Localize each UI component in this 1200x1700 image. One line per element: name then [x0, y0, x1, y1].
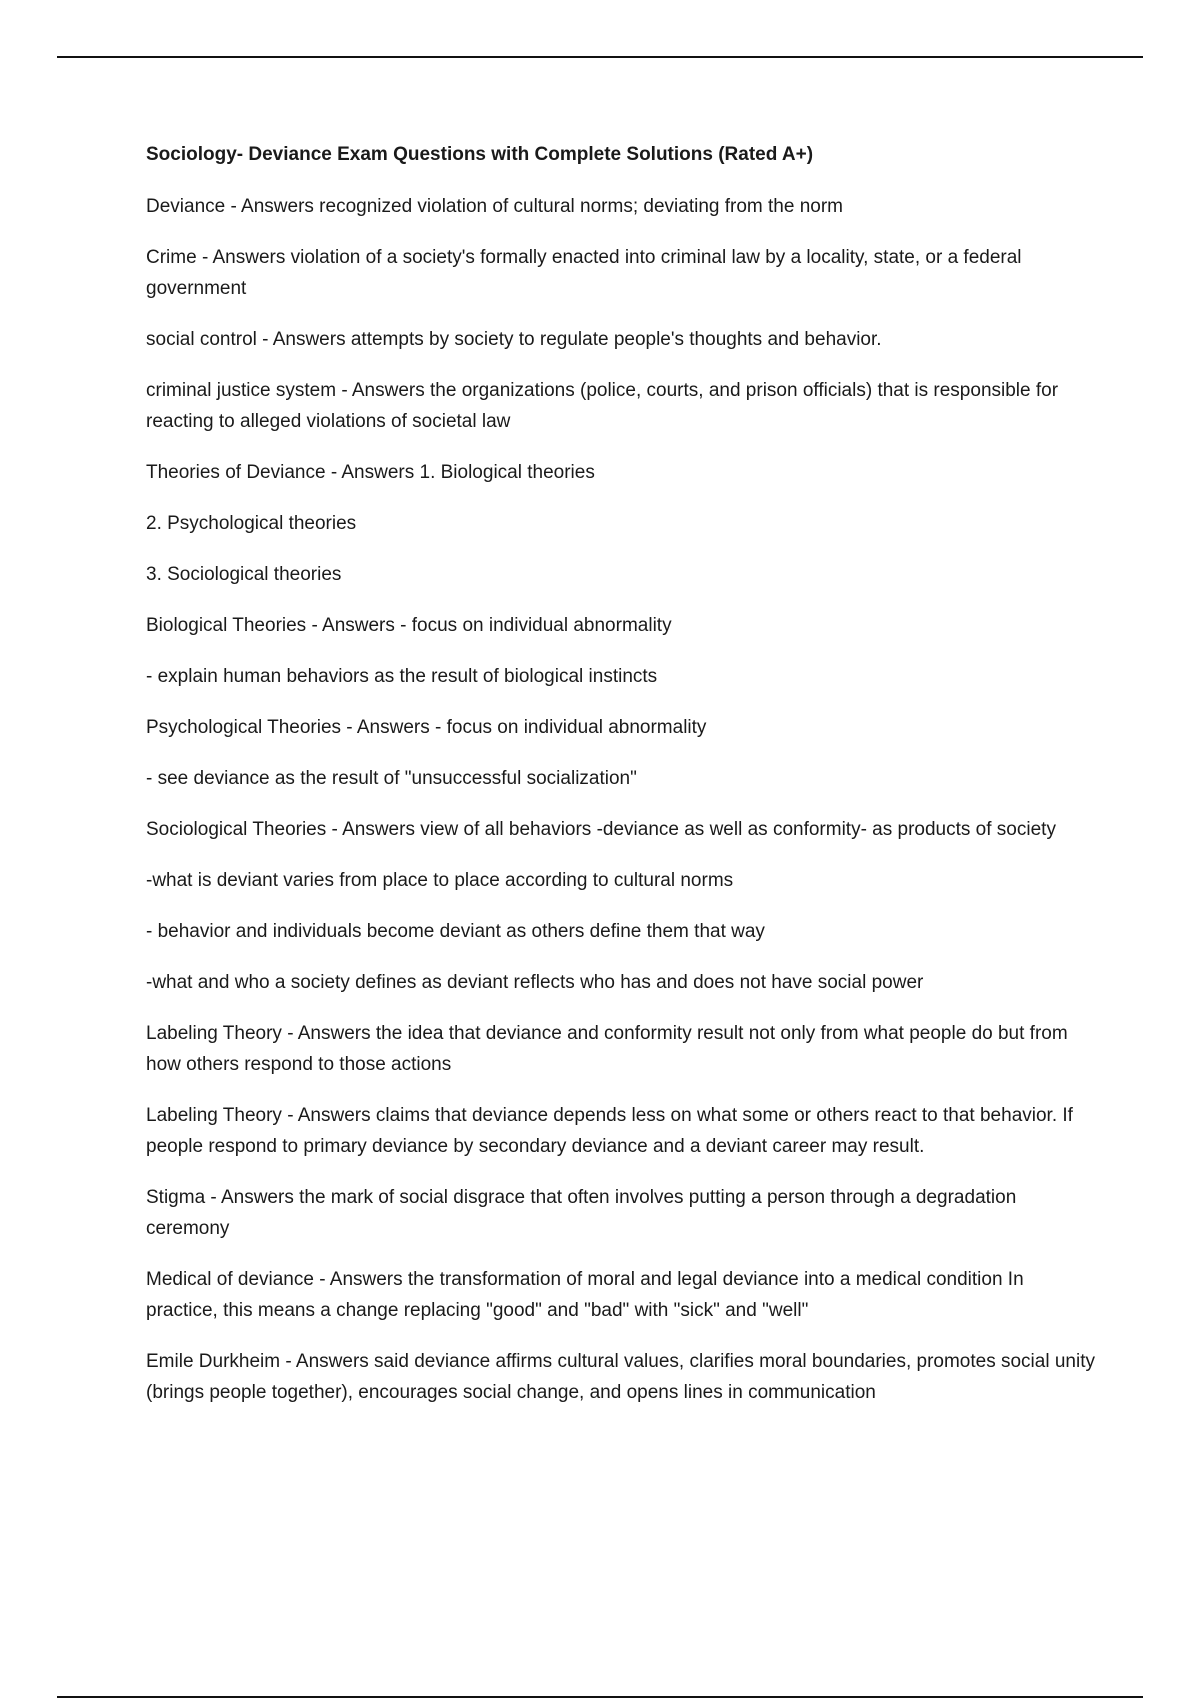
- paragraph-criminal-justice-system: criminal justice system - Answers the organizations (police, courts, and prison officials) that is responsible for reacting to alleged violations of societal law: [146, 380, 1059, 432]
- paragraph-cultural-norms: -what is deviant varies from place to place according to cultural norms: [146, 870, 734, 891]
- paragraph-define-deviant: - behavior and individuals become deviant as others define them that way: [146, 921, 765, 942]
- paragraph-medical-of-deviance: Medical of deviance - Answers the transformation of moral and legal deviance into a medical condition In practice, this means a change replacing "good" and "bad" with "sick" and "well": [146, 1269, 1024, 1321]
- paragraph-crime: Crime - Answers violation of a society's formally enacted into criminal law by a locality, state, or a federal government: [146, 247, 1022, 299]
- paragraph-social-control: social control - Answers attempts by society to regulate people's thoughts and behavior.: [146, 329, 882, 350]
- paragraph-deviance: Deviance - Answers recognized violation of cultural norms; deviating from the norm: [146, 196, 843, 217]
- paragraph-biological-theories: Biological Theories - Answers - focus on individual abnormality: [146, 615, 672, 636]
- paragraph-sociological-theories-item: 3. Sociological theories: [146, 564, 342, 585]
- paragraph-social-power: -what and who a society defines as deviant reflects who has and does not have social power: [146, 972, 924, 993]
- paragraph-psychological-theories: Psychological Theories - Answers - focus on individual abnormality: [146, 717, 707, 738]
- paragraph-unsuccessful-socialization: - see deviance as the result of "unsuccessful socialization": [146, 768, 637, 789]
- paragraph-psychological-theories-item: 2. Psychological theories: [146, 513, 357, 534]
- footer-rule: [57, 1696, 1143, 1698]
- paragraph-biological-instincts: - explain human behaviors as the result of biological instincts: [146, 666, 658, 687]
- paragraph-labeling-theory-1: Labeling Theory - Answers the idea that deviance and conformity result not only from what people do but from how others respond to those actions: [146, 1023, 1068, 1075]
- document-body: [146, 140, 1096, 1428]
- paragraph-sociological-theories: Sociological Theories - Answers view of all behaviors -deviance as well as conformity- as products of society: [146, 819, 1056, 840]
- paragraph-stigma: Stigma - Answers the mark of social disgrace that often involves putting a person through a degradation ceremony: [146, 1187, 1017, 1239]
- header-rule: [57, 56, 1143, 58]
- paragraph-theories-of-deviance: Theories of Deviance - Answers 1. Biological theories: [146, 462, 595, 483]
- paragraph-emile-durkheim: Emile Durkheim - Answers said deviance affirms cultural values, clarifies moral boundaries, promotes social unity (brings people together), encourages social change, and opens lines in communication: [146, 1351, 1095, 1403]
- paragraph-labeling-theory-2: Labeling Theory - Answers claims that deviance depends less on what some or others react to that behavior. If people respond to primary deviance by secondary deviance and a deviant career may result.: [146, 1105, 1073, 1157]
- document-title: Sociology- Deviance Exam Questions with Complete Solutions (Rated A+): [146, 144, 814, 165]
